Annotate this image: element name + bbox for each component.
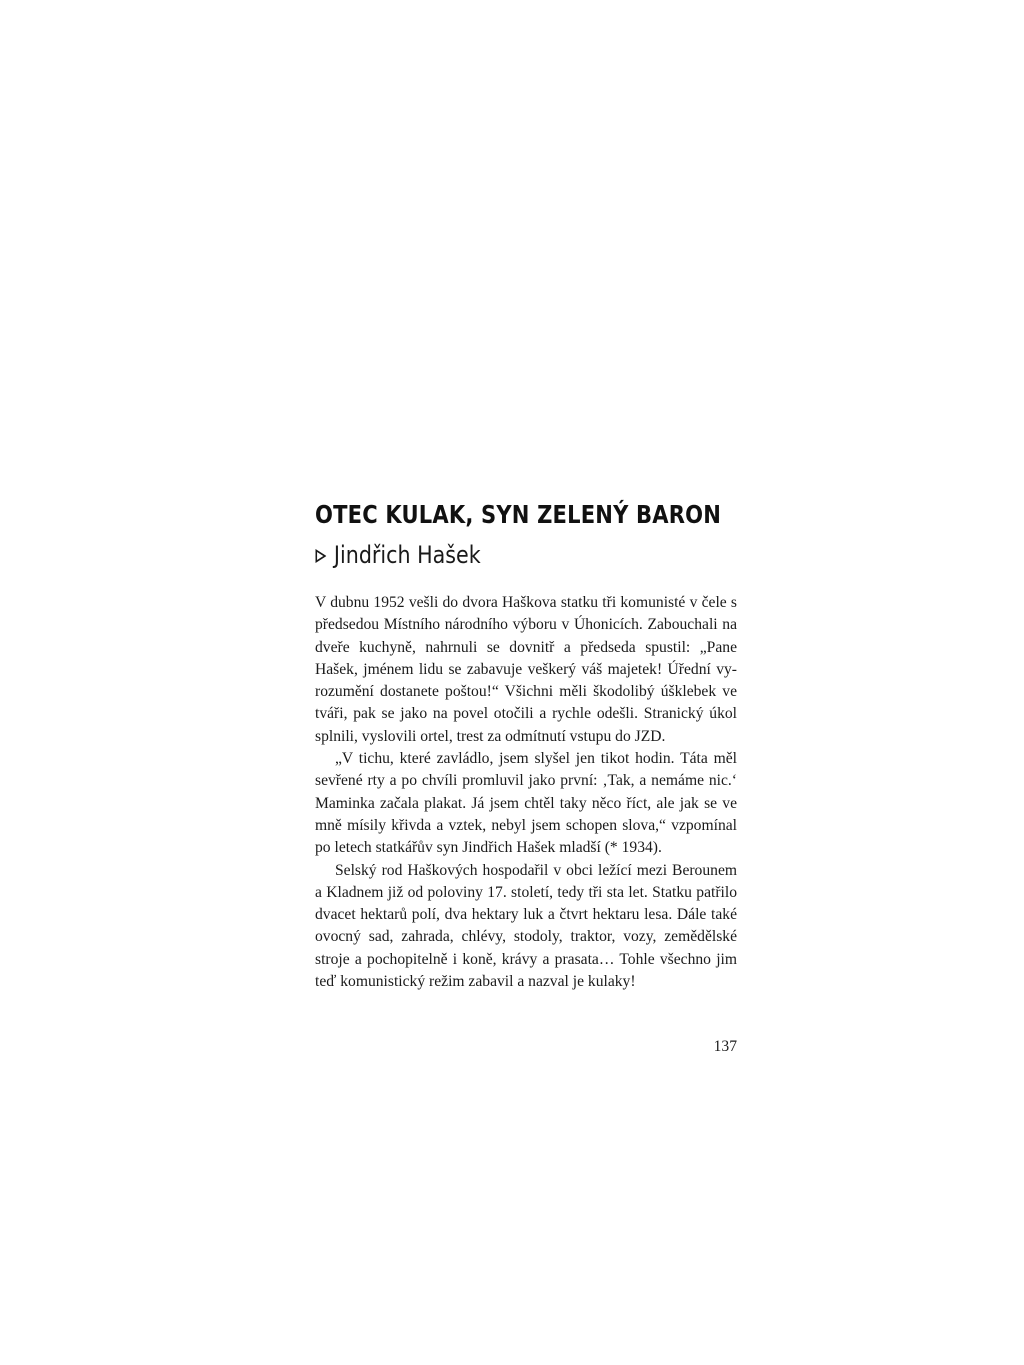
triangle-right-outline-icon xyxy=(315,549,326,563)
chapter-title: OTEC KULAK, SYN ZELENÝ BARON xyxy=(315,500,722,529)
body-paragraph: V dubnu 1952 vešli do dvora Haškova statku tři komunisté v čele s předsedou Místního národního výboru v Úhonicích. Zabouchali na dveře kuchyně, nahrnuli se dovnitř a předseda spustil: „Pane Hašek, jménem lidu se zabavuje veškerý váš majetek! Úřední vyrozumění dostanete poštou!“ Všichni měli škodolibý úšklebek ve tváři, pak se jako na povel otočili a rychle odešli. Stranický úkol splnili, vyslovili ortel, trest za odmítnutí vstupu do JZD. xyxy=(315,594,737,745)
body-paragraph: „V tichu, které zavládlo, jsem slyšel jen tikot hodin. Táta měl sevřené rty a po chvíli promluvil jako první: ‚Tak, a nemáme nic.‘ Maminka začala plakat. Já jsem chtěl taky něco říct, ale jak se ve mně mísily křivda a vztek, nebyl jsem schopen slova,“ vzpomínal po letech statkářův syn Jindřich Hašek mladší (* 1934). xyxy=(315,750,737,857)
author-name: Jindřich Hašek xyxy=(333,541,481,569)
article-body xyxy=(315,592,737,993)
chapter-author xyxy=(315,541,481,569)
body-paragraph: Selský rod Haškových hospodařil v obci ležící mezi Berounem a Kladnem již od poloviny 17. století, tedy tři sta let. Statku patřilo dvacet hektarů polí, dva hektary luk a čtvrt hektaru lesa. Dále také ovocný sad, zahrada, chlévy, stodoly, traktor, vozy, zemědělské stroje a pochopitelně i koně, krávy a prasata… Tohle všechno jim teď komunistický režim zabavil a nazval je kulaky! xyxy=(315,861,737,991)
page-number: 137 xyxy=(713,1038,737,1055)
